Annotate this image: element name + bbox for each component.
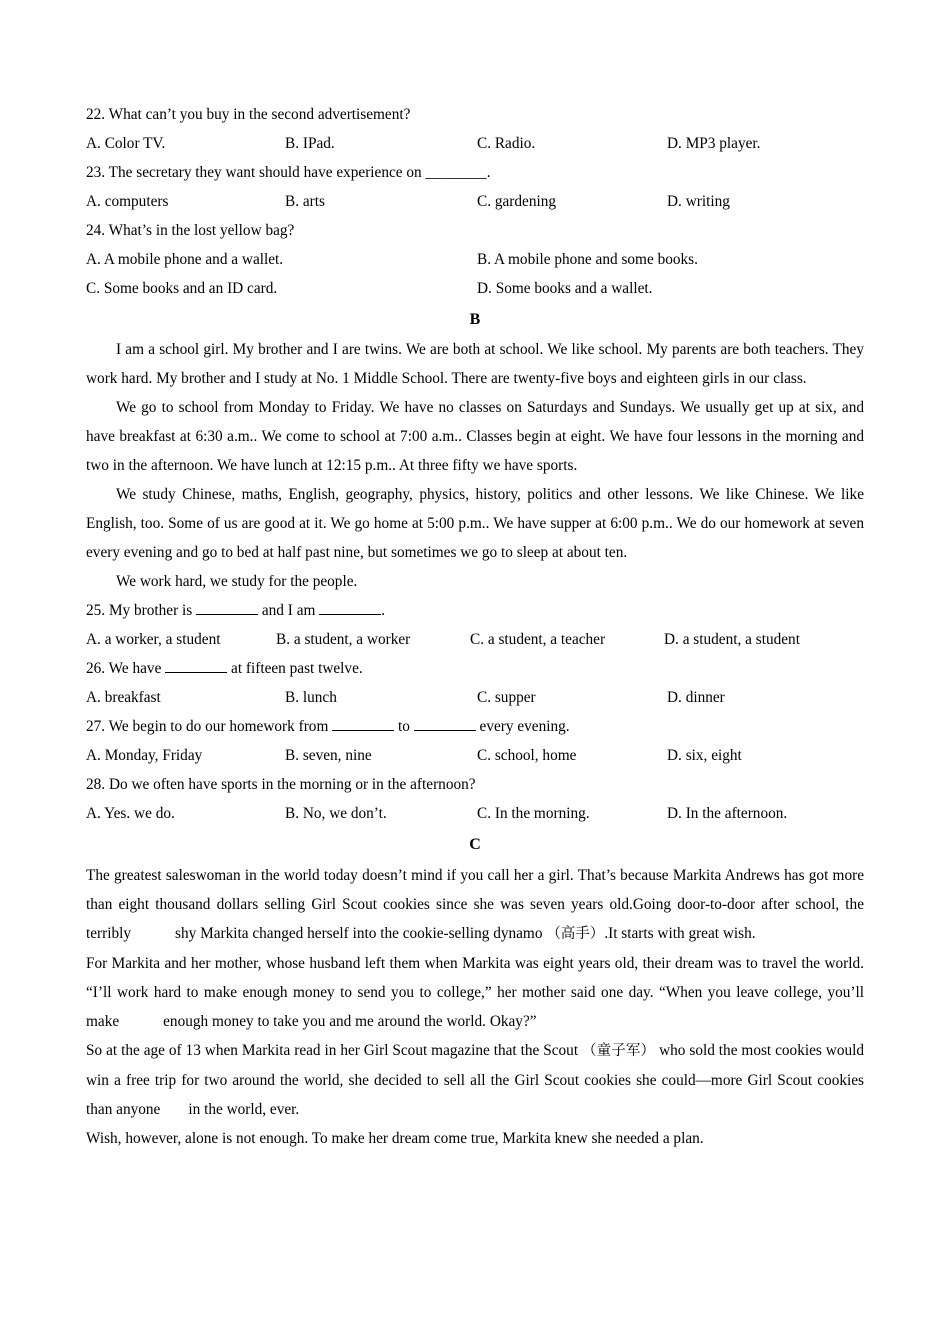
section-c-paragraph-3 <box>86 1036 864 1124</box>
question-25-stem <box>86 596 864 625</box>
option-c[interactable]: C. Some books and an ID card. <box>86 280 278 297</box>
question-27-stem <box>86 712 864 741</box>
question-22-options <box>86 129 864 158</box>
question-28-stem: 28. Do we often have sports in the morning or in the afternoon? <box>86 776 476 793</box>
option-b[interactable]: B. IPad. <box>285 135 335 152</box>
option-a[interactable]: A. computers <box>86 193 169 210</box>
section-b-paragraph-2: We go to school from Monday to Friday. We have no classes on Saturdays and Sundays. We usually get up at six, and have breakfast at 6:30 a.m.. We come to school at 7:00 a.m.. Classes begin at eight. We have four lessons in the morning and two in the afternoon. We have lunch at 12:15 p.m.. At three fifty we have sports. <box>86 399 864 474</box>
stem-part-1: 27. We begin to do our homework from <box>86 718 333 735</box>
section-c-letter: C <box>469 836 481 853</box>
stem-part-2: and I am <box>258 602 320 619</box>
stem-part-3: . <box>381 602 386 619</box>
option-a[interactable]: A. A mobile phone and a wallet. <box>86 251 284 268</box>
paragraph-text-a: For Markita and her mother, whose husband left them when Markita was eight years old, their dream was to travel the world. “I’ll work hard to make enough money to send you to college,” her mother said one day. “When you leave college, you’ll make <box>86 955 864 1030</box>
paragraph-text-b: who sold the most cookies would win a free trip for two around the world, she decided to sell all the Girl Scout cookies she could—more Girl Scout cookies than anyone <box>86 1042 865 1118</box>
stem-part-3: every evening. <box>475 718 570 735</box>
paragraph-text-b: shy Markita changed herself into the cookie-selling dynamo <box>175 925 543 942</box>
option-c[interactable]: C. gardening <box>477 193 557 210</box>
option-a[interactable]: A. Yes. we do. <box>86 805 175 822</box>
section-c-paragraph-1 <box>86 861 864 949</box>
option-d[interactable]: D. a student, a student <box>664 631 800 648</box>
paragraph-text-c: in the world, ever. <box>188 1101 300 1118</box>
option-b[interactable]: B. lunch <box>285 689 337 706</box>
option-a[interactable]: A. Color TV. <box>86 135 166 152</box>
option-d[interactable]: D. In the afternoon. <box>667 805 788 822</box>
section-b-paragraph-3: We study Chinese, maths, English, geography, physics, history, politics and other lessons. We like Chinese. We like English, too. Some of us are good at it. We go home at 5:00 p.m.. We have supper at 6:00 p.m.. We do our homework at seven every evening and go to bed at half past nine, but sometimes we go to sleep at about ten. <box>86 486 864 561</box>
option-c[interactable]: C. supper <box>477 689 536 706</box>
question-22-stem: 22. What can’t you buy in the second advertisement? <box>86 106 411 123</box>
option-d[interactable]: D. Some books and a wallet. <box>477 280 653 297</box>
question-23-stem: 23. The secretary they want should have experience on ________. <box>86 164 491 181</box>
paragraph-text-a: So at the age of 13 when Markita read in her Girl Scout magazine that the Scout <box>86 1042 579 1059</box>
option-a[interactable]: A. a worker, a student <box>86 631 221 648</box>
paragraph-text-c: .It starts with great wish. <box>604 925 756 942</box>
chinese-gloss-tongzijun: （童子军） <box>582 1043 656 1059</box>
question-24-stem: 24. What’s in the lost yellow bag? <box>86 222 295 239</box>
paragraph-text-a: The greatest saleswoman in the world today doesn’t mind if you call her a girl. That’s because Markita Andrews has got more than eight thousand dollars selling Girl Scout cookies since she was seven years old.Going door-to-door after school, the terribly <box>86 867 864 942</box>
option-d[interactable]: D. six, eight <box>667 747 742 764</box>
option-c[interactable]: C. Radio. <box>477 135 536 152</box>
stem-part-1: 26. We have <box>86 660 166 677</box>
answer-blank[interactable] <box>414 730 476 731</box>
question-28-options <box>86 799 864 828</box>
stem-part-2: to <box>394 718 414 735</box>
paragraph-text-b: enough money to take you and me around the world. Okay?” <box>163 1013 537 1030</box>
section-c-paragraph-4: Wish, however, alone is not enough. To make her dream come true, Markita knew she needed a plan. <box>86 1130 704 1147</box>
option-b[interactable]: B. A mobile phone and some books. <box>477 251 698 268</box>
option-c[interactable]: C. school, home <box>477 747 577 764</box>
chinese-gloss-gaoshou: （高手） <box>546 926 605 942</box>
section-b-paragraph-4: We work hard, we study for the people. <box>116 573 358 590</box>
option-c[interactable]: C. In the morning. <box>477 805 590 822</box>
option-d[interactable]: D. dinner <box>667 689 725 706</box>
section-b-paragraph-1: I am a school girl. My brother and I are twins. We are both at school. We like school. My parents are both teachers. They work hard. My brother and I study at No. 1 Middle School. There are twenty-five boys and eighteen girls in our class. <box>86 341 864 387</box>
option-d[interactable]: D. MP3 player. <box>667 135 761 152</box>
question-24-options-row2 <box>86 274 864 303</box>
answer-blank[interactable] <box>196 614 258 615</box>
question-26-stem <box>86 654 864 683</box>
question-24-options-row1 <box>86 245 864 274</box>
option-b[interactable]: B. arts <box>285 193 325 210</box>
question-25-options <box>86 625 864 654</box>
option-d[interactable]: D. writing <box>667 193 730 210</box>
option-b[interactable]: B. a student, a worker <box>276 631 411 648</box>
section-c-paragraph-2 <box>86 949 864 1036</box>
question-26-options <box>86 683 864 712</box>
answer-blank[interactable] <box>319 614 381 615</box>
option-a[interactable]: A. breakfast <box>86 689 161 706</box>
section-b-letter: B <box>469 311 481 328</box>
option-a[interactable]: A. Monday, Friday <box>86 747 203 764</box>
stem-part-1: 25. My brother is <box>86 602 197 619</box>
option-c[interactable]: C. a student, a teacher <box>470 631 606 648</box>
stem-part-2: at fifteen past twelve. <box>227 660 363 677</box>
answer-blank[interactable] <box>332 730 394 731</box>
question-23-options <box>86 187 864 216</box>
option-b[interactable]: B. No, we don’t. <box>285 805 387 822</box>
option-b[interactable]: B. seven, nine <box>285 747 372 764</box>
answer-blank[interactable] <box>165 672 227 673</box>
question-27-options <box>86 741 864 770</box>
